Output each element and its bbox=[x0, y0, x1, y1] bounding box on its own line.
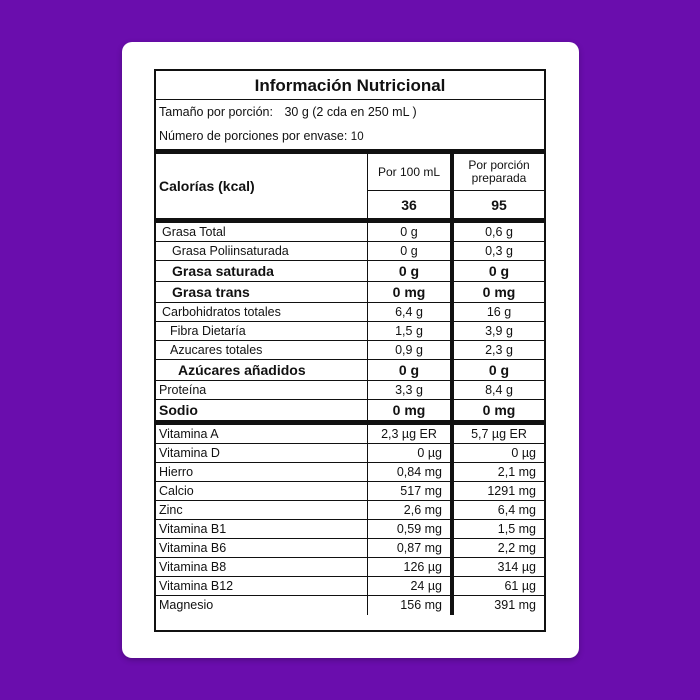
nutrient-per100: 0 mg bbox=[368, 400, 454, 420]
nutrient-name: Sodio bbox=[156, 400, 368, 420]
nutrient-row-azucares-totales bbox=[156, 341, 544, 360]
vitamin-row bbox=[156, 425, 544, 444]
vitamin-per100: 0,84 mg bbox=[368, 463, 454, 481]
vitamin-per-serving: 1291 mg bbox=[487, 484, 536, 498]
nutrient-row-grasa-saturada bbox=[156, 261, 544, 282]
nutrient-per-serving: 0,6 g bbox=[485, 225, 513, 239]
nutrient-name: Grasa Total bbox=[156, 223, 368, 241]
vitamin-per-serving: 6,4 mg bbox=[497, 503, 536, 517]
vitamin-per-serving: 61 µg bbox=[504, 579, 536, 593]
vitamin-row bbox=[156, 558, 544, 577]
label-title: Información Nutricional bbox=[156, 71, 544, 100]
serving-size-value: 30 g (2 cda en 250 mL ) bbox=[284, 105, 417, 119]
vitamin-per-serving: 0 µg bbox=[511, 446, 536, 460]
vitamin-row bbox=[156, 482, 544, 501]
nutrient-row-azucares-anadidos bbox=[156, 360, 544, 381]
nutrient-name: Grasa saturada bbox=[156, 261, 368, 281]
serving-size-row bbox=[156, 100, 544, 124]
nutrient-row-sodio bbox=[156, 400, 544, 425]
nutrient-per-serving: 0 g bbox=[488, 362, 510, 378]
vitamin-per100: 156 mg bbox=[368, 596, 454, 615]
servings-per-container-value: 10 bbox=[350, 131, 364, 143]
vitamin-per100: 2,6 mg bbox=[368, 501, 454, 519]
vitamin-per100: 126 µg bbox=[368, 558, 454, 576]
vitamin-per-serving: 2,1 mg bbox=[497, 465, 536, 479]
nutrient-row-grasa-poliinsaturada bbox=[156, 242, 544, 261]
nutrient-name: Proteína bbox=[156, 381, 368, 399]
vitamin-name: Vitamina B8 bbox=[156, 558, 368, 576]
nutrient-per-serving: 8,4 g bbox=[485, 383, 513, 397]
vitamin-row bbox=[156, 577, 544, 596]
nutrient-row-fibra bbox=[156, 322, 544, 341]
vitamin-row bbox=[156, 444, 544, 463]
vitamin-row bbox=[156, 520, 544, 539]
per-100ml-header: Por 100 mL bbox=[368, 154, 450, 191]
vitamin-name: Magnesio bbox=[156, 596, 368, 615]
vitamin-row bbox=[156, 596, 544, 615]
vitamin-name: Calcio bbox=[156, 482, 368, 500]
nutrient-per100: 0 g bbox=[368, 261, 454, 281]
vitamin-name: Zinc bbox=[156, 501, 368, 519]
nutrient-per-serving: 0,3 g bbox=[485, 244, 513, 258]
vitamin-name: Hierro bbox=[156, 463, 368, 481]
nutrient-per100: 3,3 g bbox=[368, 381, 454, 399]
vitamin-per100: 24 µg bbox=[368, 577, 454, 595]
nutrient-name: Fibra Dietaría bbox=[156, 322, 368, 340]
nutrient-per100: 0 g bbox=[368, 360, 454, 380]
vitamin-name: Vitamina B12 bbox=[156, 577, 368, 595]
vitamin-per-serving: 314 µg bbox=[497, 560, 536, 574]
vitamin-per-serving: 1,5 mg bbox=[497, 522, 536, 536]
vitamin-row bbox=[156, 463, 544, 482]
vitamin-per-serving: 391 mg bbox=[494, 598, 536, 612]
nutrition-facts-label bbox=[154, 69, 546, 632]
per-100ml-column bbox=[368, 154, 454, 218]
vitamin-per100: 517 mg bbox=[368, 482, 454, 500]
vitamin-per100: 2,3 µg ER bbox=[368, 425, 454, 443]
vitamin-per-serving: 2,2 mg bbox=[497, 541, 536, 555]
vitamin-name: Vitamina B6 bbox=[156, 539, 368, 557]
serving-size-label: Tamaño por porción: bbox=[159, 105, 273, 119]
vitamin-row bbox=[156, 501, 544, 520]
nutrient-per-serving: 16 g bbox=[486, 305, 512, 319]
vitamin-row bbox=[156, 539, 544, 558]
nutrient-per-serving: 3,9 g bbox=[485, 324, 513, 338]
nutrient-per-serving: 0 mg bbox=[482, 284, 516, 300]
vitamin-per100: 0,87 mg bbox=[368, 539, 454, 557]
nutrient-per100: 0 g bbox=[368, 223, 454, 241]
servings-per-container-label: Número de porciones por envase: bbox=[159, 129, 348, 143]
calories-block bbox=[156, 154, 544, 223]
per-serving-header: Por porción preparada bbox=[454, 154, 544, 191]
servings-per-container-row bbox=[156, 124, 544, 154]
nutrient-per100: 0 g bbox=[368, 242, 454, 260]
nutrient-name: Grasa trans bbox=[156, 282, 368, 302]
vitamin-name: Vitamina D bbox=[156, 444, 368, 462]
vitamin-per100: 0 µg bbox=[368, 444, 454, 462]
nutrient-name: Azúcares añadidos bbox=[156, 360, 368, 380]
nutrient-per100: 6,4 g bbox=[368, 303, 454, 321]
nutrient-name: Grasa Poliinsaturada bbox=[156, 242, 368, 260]
vitamin-per100: 0,59 mg bbox=[368, 520, 454, 538]
calories-per-serving: 95 bbox=[491, 196, 507, 213]
nutrient-name: Carbohidratos totales bbox=[156, 303, 368, 321]
per-serving-column bbox=[454, 154, 544, 218]
nutrient-row-carbohidratos bbox=[156, 303, 544, 322]
nutrient-per-serving: 0 mg bbox=[482, 402, 516, 418]
nutrient-name: Azucares totales bbox=[156, 341, 368, 359]
nutrient-row-proteina bbox=[156, 381, 544, 400]
nutrient-row-grasa-total bbox=[156, 223, 544, 242]
nutrient-row-grasa-trans bbox=[156, 282, 544, 303]
vitamin-per-serving: 5,7 µg ER bbox=[471, 427, 527, 441]
nutrient-per-serving: 2,3 g bbox=[485, 343, 513, 357]
vitamin-name: Vitamina B1 bbox=[156, 520, 368, 538]
nutrient-per-serving: 0 g bbox=[488, 263, 510, 279]
vitamin-name: Vitamina A bbox=[156, 425, 368, 443]
nutrient-per100: 0,9 g bbox=[368, 341, 454, 359]
nutrient-per100: 0 mg bbox=[368, 282, 454, 302]
nutrient-per100: 1,5 g bbox=[368, 322, 454, 340]
calories-per-100ml: 36 bbox=[401, 196, 417, 213]
calories-label: Calorías (kcal) bbox=[156, 154, 368, 218]
